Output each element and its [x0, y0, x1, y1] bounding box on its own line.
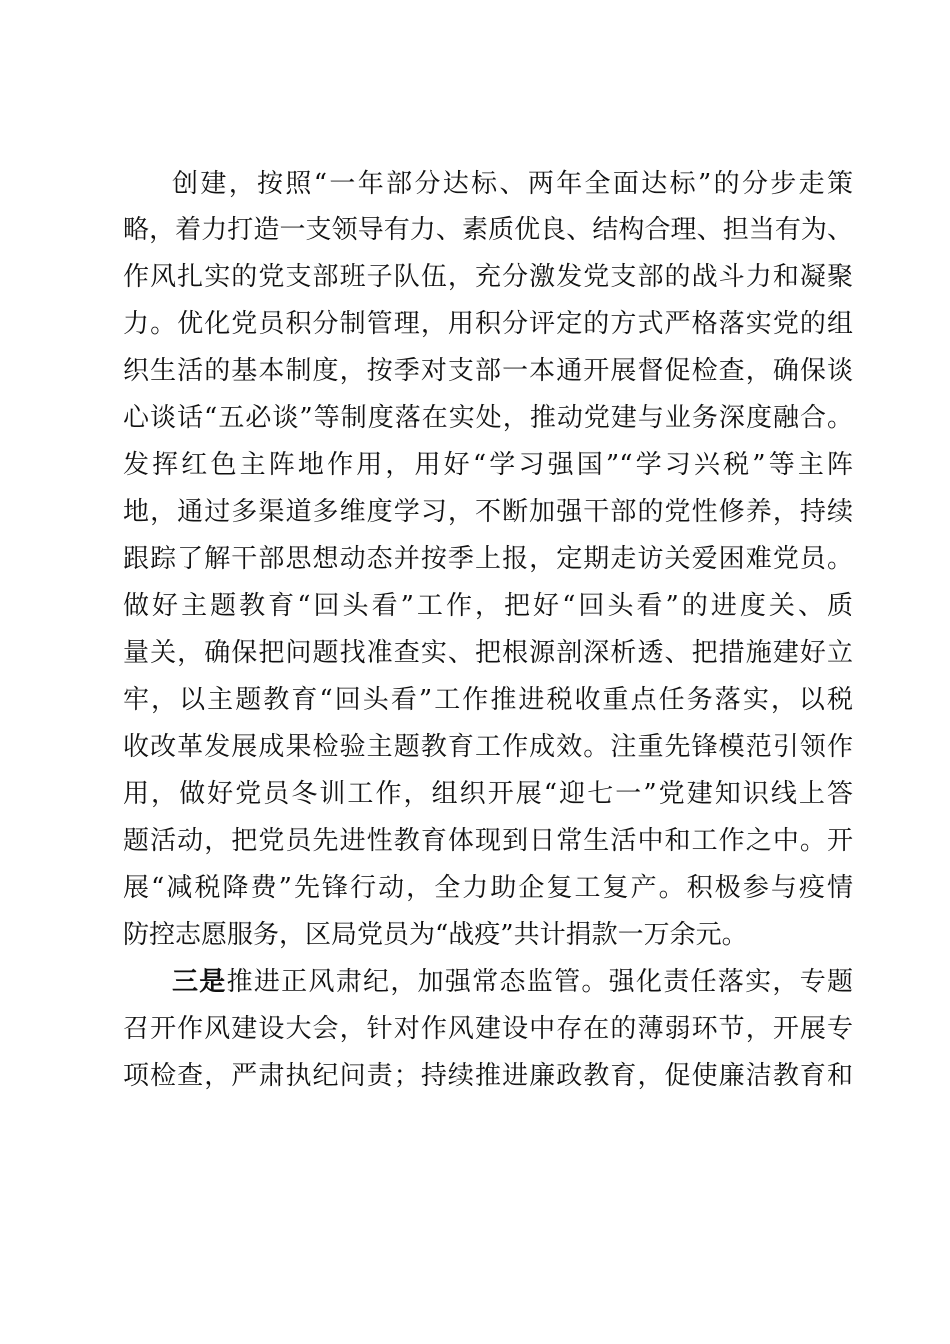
paragraph-1-line-6: 心谈话“五必谈”等制度落在实处，推动党建与业务深度融合。: [123, 403, 853, 433]
paragraph-1-line-5: 织生活的基本制度，按季对支部一本通开展督促检查，确保谈: [123, 356, 853, 386]
paragraph-1-line-7: 发挥红色主阵地作用，用好“学习强国”“学习兴税”等主阵: [123, 450, 853, 480]
paragraph-1-line-11: 量关，确保把问题找准查实、把根源剖深析透、把措施建好立: [123, 638, 853, 668]
paragraph-1-line-16: 展“减税降费”先锋行动，全力助企复工复产。积极参与疫情: [123, 873, 853, 903]
paragraph-1-line-15: 题活动，把党员先进性教育体现到日常生活中和工作之中。开: [123, 826, 853, 856]
paragraph-1-line-10: 做好主题教育“回头看”工作，把好“回头看”的进度关、质: [123, 591, 853, 621]
paragraph-1-line-4: 力。优化党员积分制管理，用积分评定的方式严格落实党的组: [123, 309, 853, 339]
paragraph-1-line-12: 牢，以主题教育“回头看”工作推进税收重点任务落实，以税: [123, 685, 853, 715]
paragraph-2-line-2: 召开作风建设大会，针对作风建设中存在的薄弱环节，开展专: [123, 1014, 853, 1044]
paragraph-1-line-17: 防控志愿服务，区局党员为“战疫”共计捐款一万余元。: [123, 920, 748, 950]
paragraph-2-lead: 三是: [172, 967, 227, 997]
paragraph-2-line-1-text: 推进正风肃纪，加强常态监管。强化责任落实，专题: [226, 967, 853, 997]
paragraph-1-line-3: 作风扎实的党支部班子队伍，充分激发党支部的战斗力和凝聚: [123, 262, 853, 292]
paragraph-1-line-9: 跟踪了解干部思想动态并按季上报，定期走访关爱困难党员。: [123, 544, 853, 574]
paragraph-1-line-14: 用，做好党员冬训工作，组织开展“迎七一”党建知识线上答: [123, 779, 853, 809]
paragraph-2-line-3: 项检查，严肃执纪问责；持续推进廉政教育，促使廉洁教育和: [123, 1061, 853, 1091]
paragraph-1-line-1: 创建，按照“一年部分达标、两年全面达标”的分步走策: [172, 169, 853, 199]
paragraph-1-line-8: 地，通过多渠道多维度学习，不断加强干部的党性修养，持续: [123, 497, 853, 527]
paragraph-1-line-13: 收改革发展成果检验主题教育工作成效。注重先锋模范引领作: [123, 732, 853, 762]
paragraph-1-line-2: 略，着力打造一支领导有力、素质优良、结构合理、担当有为、: [123, 215, 853, 245]
paragraph-2-line-1: [172, 962, 853, 1002]
